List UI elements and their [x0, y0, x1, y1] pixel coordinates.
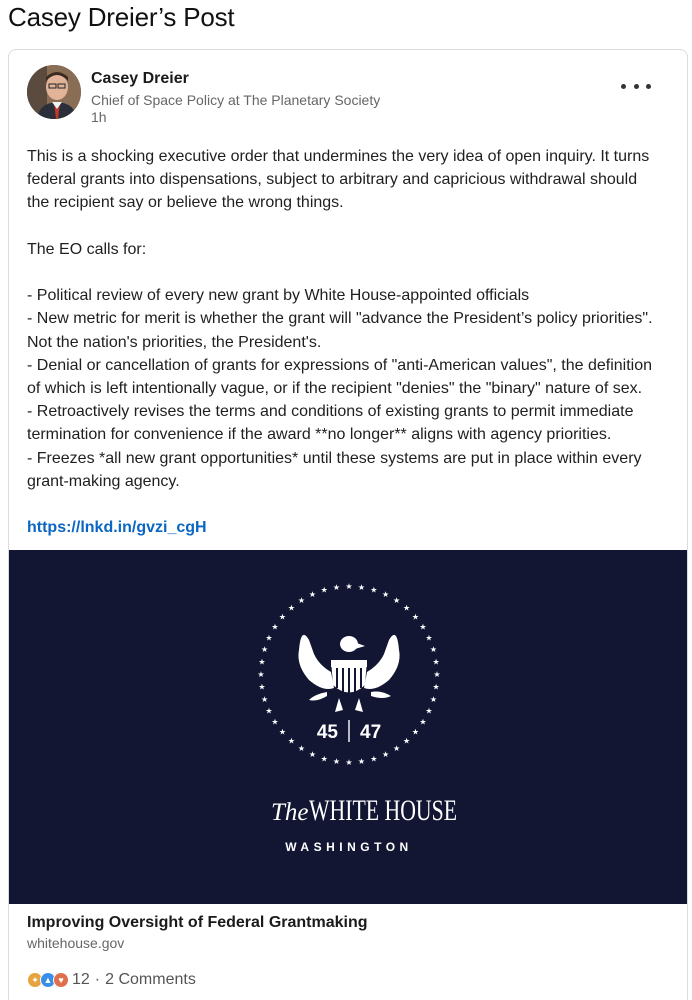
post-time: 1h [91, 109, 107, 125]
link-preview-image[interactable] [9, 550, 688, 904]
white-house-seal-graphic [9, 550, 688, 904]
seal-star-icon: ★ [320, 754, 328, 764]
seal-star-icon: ★ [271, 717, 279, 727]
seal-star-icon: ★ [258, 682, 266, 692]
post-line: of which is left intentionally vague, or if the recipient "denies" the "binary" nature of sex. [27, 380, 643, 397]
seal-star-icon: ★ [411, 612, 420, 622]
seal-star-icon: ★ [382, 590, 390, 599]
seal-star-icon: ★ [258, 657, 266, 667]
post-line: - Political review of every new grant by White House-appointed officials [27, 287, 530, 305]
paragraph-gap [27, 493, 677, 516]
post-line: the recipient say or believe the wrong things. [27, 194, 344, 212]
social-counts [27, 969, 196, 991]
seal-star-icon: ★ [370, 585, 378, 595]
post-line: grant-making agency. [27, 472, 180, 490]
seal-star-icon: ★ [332, 582, 341, 592]
seal-star-icon: ★ [403, 736, 411, 746]
seal-star-icon: ★ [297, 744, 305, 753]
wordmark-washington: WASHINGTON [285, 840, 413, 854]
author-name[interactable]: Casey Dreier [91, 70, 189, 87]
seal-number-left: 45 [316, 722, 338, 743]
seal-star-icon: ★ [287, 603, 295, 613]
dot-icon [646, 84, 651, 89]
separator: · [94, 971, 101, 988]
link-preview-domain: whitehouse.gov [27, 935, 125, 951]
seal-star-icon: ★ [332, 757, 341, 767]
author-headline: Chief of Space Policy at The Planetary Society [91, 92, 381, 108]
wordmark-the: The [271, 799, 309, 826]
seal-number-right: 47 [360, 722, 382, 743]
seal-star-icon: ★ [432, 682, 440, 692]
link-preview-title[interactable]: Improving Oversight of Federal Grantmaking [27, 914, 368, 931]
dot-icon [634, 84, 639, 89]
seal-star-icon: ★ [257, 670, 265, 679]
support-icon: ♥ [53, 972, 69, 988]
seal-star-icon: ★ [382, 750, 390, 759]
post-line: federal grants into dispensations, subject to arbitrary and capricious withdrawal should [27, 171, 638, 189]
seal-star-icon: ★ [308, 590, 316, 599]
post-line: This is a shocking executive order that undermines the very idea of open inquiry. It turns [27, 148, 650, 165]
link-preview-meta[interactable] [9, 904, 688, 964]
post-line: Not the nation's priorities, the President's. [27, 333, 322, 351]
seal-star-icon: ★ [278, 612, 287, 622]
seal-star-icon: ★ [297, 596, 305, 605]
seal-star-icon: ★ [393, 744, 401, 753]
seal-star-icon: ★ [265, 706, 273, 716]
seal-star-icon: ★ [345, 582, 353, 591]
seal-star-icon: ★ [308, 750, 316, 759]
seal-star-icon: ★ [433, 670, 441, 679]
seal-star-icon: ★ [320, 585, 328, 595]
seal-star-icon: ★ [271, 622, 279, 632]
avatar[interactable] [27, 65, 81, 119]
wordmark-white-house: WHITE HOUSE [309, 794, 457, 827]
reaction-count[interactable]: 12 [72, 971, 90, 988]
post-body [27, 145, 677, 539]
seal-star-icon: ★ [419, 717, 427, 727]
reaction-icons[interactable] [27, 972, 66, 988]
more-options-button[interactable] [621, 76, 651, 96]
dot-icon [621, 84, 626, 89]
post-card [8, 49, 688, 1000]
celebrate-icon: ✦ [27, 972, 43, 988]
seal-star-icon: ★ [425, 706, 433, 716]
paragraph-gap [27, 215, 677, 238]
seal-star-icon: ★ [393, 596, 401, 605]
post-line: - Denial or cancellation of grants for expressions of "anti-American values", the definition [27, 356, 653, 374]
seal-star-icon: ★ [411, 727, 420, 737]
seal-star-icon: ★ [357, 757, 366, 767]
seal-star-icon: ★ [403, 603, 411, 613]
seal-star-icon: ★ [429, 645, 437, 655]
post-link[interactable]: https://lnkd.in/gvzi_cgH [27, 519, 207, 537]
page-title: Casey Dreier’s Post [8, 2, 235, 32]
seal-star-icon: ★ [370, 754, 378, 764]
like-icon: ▲ [40, 972, 56, 988]
post-line: The EO calls for: [27, 240, 147, 258]
paragraph-gap [27, 261, 677, 284]
seal-star-icon: ★ [419, 622, 427, 632]
post-line: - Freezes *all new grant opportunities* until these systems are put in place within every [27, 449, 642, 467]
seal-star-icon: ★ [357, 582, 366, 592]
comments-link[interactable]: 2 Comments [105, 971, 196, 988]
seal-star-icon: ★ [429, 694, 437, 704]
seal-star-icon: ★ [425, 633, 433, 643]
seal-star-icon: ★ [287, 736, 295, 746]
seal-star-icon: ★ [345, 758, 353, 767]
seal-star-icon: ★ [432, 657, 440, 667]
post-line: - New metric for merit is whether the grant will "advance the President’s policy priorities". [27, 310, 653, 328]
seal-star-icon: ★ [261, 645, 269, 655]
seal-star-icon: ★ [265, 633, 273, 643]
seal-star-icon: ★ [261, 694, 269, 704]
seal-star-icon: ★ [278, 727, 287, 737]
post-line: - Retroactively revises the terms and conditions of existing grants to permit immediate [27, 403, 634, 421]
post-line: termination for convenience if the award **no longer** aligns with agency priorities. [27, 426, 612, 444]
